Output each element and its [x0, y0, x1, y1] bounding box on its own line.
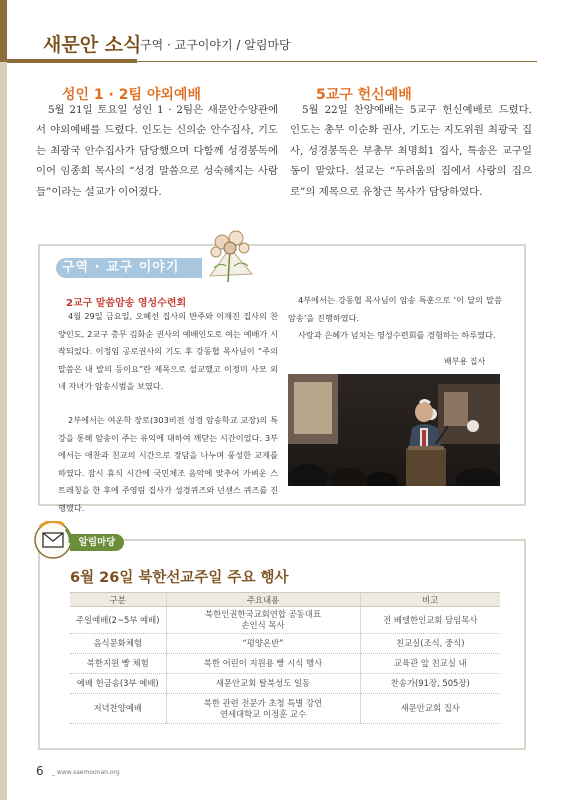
table-row	[70, 607, 500, 634]
story-banner-label: 구역 · 교구 이야기	[62, 260, 180, 275]
table-header-row	[70, 593, 500, 607]
article-1-body: 5월 21일 토요일 성인 1 · 2팀은 새문안수양관에서 야외예배를 드렸다. 인도는 신의순 안수집사, 기도는 최광국 안수집사가 담당했으며 다함께 성경봉독에 이어 임종희 목사의 “성경 말씀으로 성숙해지는 사람들”이라는 설교가 이어졌다.	[36, 104, 278, 198]
event-table	[70, 592, 500, 724]
left-margin-bar	[0, 0, 7, 800]
table-cell: 북한인권한국교회연합 공동대표 손인식 목사	[166, 607, 360, 634]
envelope-icon	[34, 521, 72, 559]
section-header-title: 새문안 소식	[43, 34, 142, 56]
article-2-title: 5교구 헌신예배	[316, 87, 412, 103]
column-header: 구분	[70, 593, 166, 607]
table-cell: 예배 헌금송(3부 예배)	[70, 674, 166, 694]
table-cell: 북한 어린이 지원용 빵 시식 행사	[166, 654, 360, 674]
table-cell: 주일예배(2~5부 예배)	[70, 607, 166, 634]
notice-title: 6월 26일 북한선교주일 주요 행사	[70, 570, 289, 586]
article-2-body: 5월 22일 찬양예배는 5교구 헌신예배로 드렸다. 인도는 총무 이순화 권사, 기도는 지도위원 최광국 집사, 성경봉독은 부총무 최명희1 집사, 특송은 교구일동이 맡았다. 설교는 “두려움의 집에서 사랑의 집으로”의 제목으로 유창근 목사가 담당하였다.	[290, 104, 532, 198]
table-cell: 저녁찬양예배	[70, 694, 166, 724]
table-cell: 친교실(조식, 중식)	[360, 634, 500, 654]
footer-url: _ www.saemoonan.org	[52, 769, 120, 776]
story-author: 배부용 집사	[444, 357, 486, 366]
table-cell: 음식문화체험	[70, 634, 166, 654]
column-header: 비고	[360, 593, 500, 607]
event-photo	[288, 374, 500, 486]
story-title: 2교구 말씀암송 영성수련회	[66, 298, 187, 309]
flower-bouquet-icon	[200, 226, 260, 284]
table-cell: 새문안교회 탈북성도 일동	[166, 674, 360, 694]
story-paragraph-4: 사랑과 은혜가 넘치는 영성수련회를 경험하는 하루였다.	[298, 330, 496, 340]
table-cell: 교육관 앞 친교실 내	[360, 654, 500, 674]
table-row	[70, 674, 500, 694]
table-cell: “평양온반”	[166, 634, 360, 654]
table-row	[70, 634, 500, 654]
table-cell: 북한 관련 전문가 초청 특별 강연 연세대학교 이정훈 교수	[166, 694, 360, 724]
section-header-subtitle: 구역 · 교구이야기 / 알림마당	[140, 38, 291, 52]
story-paragraph-2: 2부에서는 여운학 장로(303비전 성경 암송학교 교장)의 특강을 통해 암송이 주는 유익에 대하여 깨닫는 시간이었다. 3부에서는 애찬과 친교의 시간으로 정담을 나누며 풍성한 교제를 하였다. 잠시 휴식 시간에 국민체조 음악에 맞추어 가벼운 스트레칭을 한 후에 주영림 집사가 성경퀴즈와 넌센스 퀴즈를 진행했다.	[58, 415, 278, 513]
story-paragraph-1: 4월 29일 금요일, 오혜선 집사의 반주와 이재진 집사의 찬양인도, 2교구 총무 김화순 권사의 예배인도로 여는 예배가 시작되었다. 이정임 공로권사의 기도 후 강동협 목사님이 “주의 말씀은 내 발의 등이요”란 제목으로 설교했고 이정미 사모 외 네 자녀가 암송시범을 보였다.	[58, 311, 278, 391]
header-rule	[137, 61, 537, 62]
story-paragraph-3: 4부에서는 강동협 목사님이 암송 특훈으로 ‘이 달의 말씀 암송’을 진행하였다.	[288, 295, 502, 323]
table-cell: 찬송가(91장, 505장)	[360, 674, 500, 694]
table-cell: 북한지원 빵 체험	[70, 654, 166, 674]
page-number: 6	[36, 764, 44, 778]
left-margin-accent	[0, 0, 7, 62]
table-cell: 전 베델한인교회 담임목사	[360, 607, 500, 634]
article-1-title: 성인 1 · 2팀 야외예배	[62, 87, 201, 103]
table-cell: 새문안교회 집사	[360, 694, 500, 724]
header-rule-thick	[7, 59, 137, 63]
table-row	[70, 654, 500, 674]
column-header: 주요내용	[166, 593, 360, 607]
notice-tab-label: 알림마당	[70, 534, 124, 551]
table-row	[70, 694, 500, 724]
